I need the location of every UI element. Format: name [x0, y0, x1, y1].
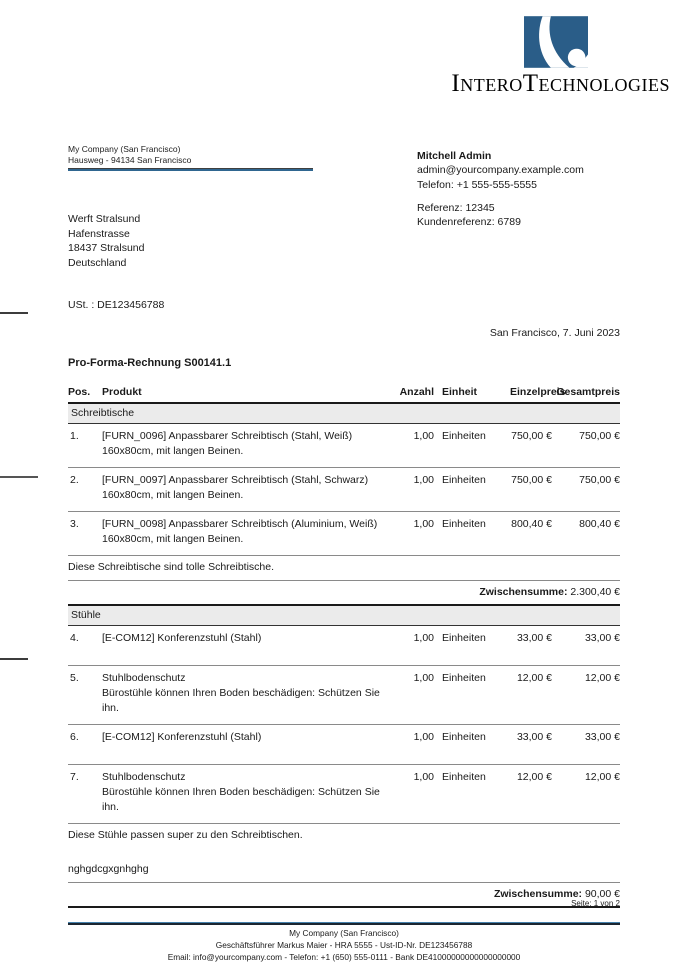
contact-phone: Telefon: +1 555-555-5555: [417, 178, 537, 191]
col-header-unit-price: Einzelpreis: [510, 386, 552, 403]
section-header-row: [68, 605, 620, 626]
cell-pos: 6.: [68, 725, 102, 765]
cell-unit: Einheiten: [434, 725, 510, 765]
footer-company: My Company (San Francisco): [289, 928, 399, 938]
note-text: nghgdcgxgnhghg: [68, 858, 620, 883]
cell-unit-price: 33,00 €: [510, 725, 552, 765]
cell-product: [102, 765, 390, 824]
col-header-pos: Pos.: [68, 386, 102, 403]
cell-product: [102, 424, 390, 468]
cell-pos: 1.: [68, 424, 102, 468]
recipient-address: [68, 212, 144, 270]
product-line2: 160x80cm, mit langen Beinen.: [102, 445, 244, 457]
cell-total: 33,00 €: [552, 725, 620, 765]
page-number: Seite: 1 von 2: [571, 899, 620, 908]
col-header-qty: Anzahl: [390, 386, 434, 403]
company-logo-icon: [524, 16, 588, 68]
section-header-row: [68, 403, 620, 424]
fold-mark-middle: [0, 476, 38, 478]
cell-product: [102, 666, 390, 725]
cell-unit: Einheiten: [434, 424, 510, 468]
cell-product: [102, 626, 390, 666]
table-row: [68, 765, 620, 824]
document-title: Pro-Forma-Rechnung S00141.1: [68, 357, 232, 369]
product-line1: [FURN_0098] Anpassbarer Schreibtisch (Aluminium, Weiß): [102, 518, 378, 530]
subtotal-label: Zwischensumme:: [479, 586, 568, 598]
recipient-name: Werft Stralsund: [68, 213, 141, 225]
product-line2: 160x80cm, mit langen Beinen.: [102, 533, 244, 545]
col-header-product: Produkt: [102, 386, 390, 403]
note-text: Diese Stühle passen super zu den Schreibtischen.: [68, 829, 303, 841]
page-footer: [68, 922, 620, 963]
product-line2: Bürostühle können Ihren Boden beschädigen: Schützen Sie ihn.: [102, 687, 380, 714]
product-line1: [E-COM12] Konferenzstuhl (Stahl): [102, 632, 262, 644]
table-row: [68, 468, 620, 512]
wordmark-intero: Intero: [451, 70, 523, 97]
cell-total: 750,00 €: [552, 424, 620, 468]
table-row: [68, 725, 620, 765]
sender-address: [68, 144, 191, 166]
cell-pos: 7.: [68, 765, 102, 824]
table-row: [68, 512, 620, 556]
note-row: [68, 858, 620, 883]
cell-qty: 1,00: [390, 765, 434, 824]
cell-qty: 1,00: [390, 626, 434, 666]
wordmark-technologies: Technologies: [522, 70, 670, 97]
product-line2: Bürostühle können Ihren Boden beschädigen: Schützen Sie ihn.: [102, 786, 380, 813]
footer-contact: Email: info@yourcompany.com - Telefon: +1 (650) 555-0111 - Bank DE41000000000000000000: [167, 951, 521, 962]
cell-unit: Einheiten: [434, 765, 510, 824]
cell-unit-price: 12,00 €: [510, 666, 552, 725]
sender-line1: My Company (San Francisco): [68, 144, 181, 154]
cell-qty: 1,00: [390, 424, 434, 468]
line-items-table: [68, 386, 620, 908]
cell-product: [102, 468, 390, 512]
cell-product: [102, 512, 390, 556]
contact-block: [417, 149, 584, 229]
cell-qty: 1,00: [390, 512, 434, 556]
footer-divider: [68, 922, 620, 925]
col-header-unit: Einheit: [434, 386, 510, 403]
cell-unit-price: 750,00 €: [510, 424, 552, 468]
note-text: Diese Schreibtische sind tolle Schreibtische.: [68, 556, 620, 581]
table-header-row: [68, 386, 620, 403]
cell-total: 12,00 €: [552, 765, 620, 824]
section-name: Schreibtische: [68, 403, 620, 424]
table-row: [68, 626, 620, 666]
product-line1: [FURN_0096] Anpassbarer Schreibtisch (Stahl, Weiß): [102, 430, 353, 442]
cell-total: 750,00 €: [552, 468, 620, 512]
fold-mark-top: [0, 312, 28, 314]
col-header-total: Gesamtpreis: [552, 386, 620, 403]
cell-unit: Einheiten: [434, 512, 510, 556]
recipient-city: 18437 Stralsund: [68, 242, 145, 255]
vat-number: USt. : DE123456788: [68, 299, 165, 311]
section-name: Stühle: [68, 605, 620, 626]
cell-pos: 5.: [68, 666, 102, 725]
cell-unit-price: 800,40 €: [510, 512, 552, 556]
product-line1: [E-COM12] Konferenzstuhl (Stahl): [102, 731, 262, 743]
cell-pos: 2.: [68, 468, 102, 512]
product-line2: 160x80cm, mit langen Beinen.: [102, 489, 244, 501]
cell-qty: 1,00: [390, 725, 434, 765]
subtotal-cell: Zwischensumme: 90,00 €: [68, 883, 620, 908]
product-line1: Stuhlbodenschutz: [102, 771, 186, 783]
contact-name: Mitchell Admin: [417, 150, 492, 162]
reference: Referenz: 12345: [417, 201, 495, 214]
cell-unit: Einheiten: [434, 666, 510, 725]
fold-mark-bottom: [0, 658, 28, 660]
sender-underline: [68, 168, 313, 171]
recipient-country: Deutschland: [68, 256, 127, 269]
subtotal-cell: Zwischensumme: 2.300,40 €: [68, 581, 620, 606]
cell-unit: Einheiten: [434, 468, 510, 512]
sender-line2: Hausweg - 94134 San Francisco: [68, 155, 192, 165]
subtotal-label: Zwischensumme:: [493, 888, 583, 900]
product-line1: Stuhlbodenschutz: [102, 672, 186, 684]
table-row: [68, 666, 620, 725]
cell-qty: 1,00: [390, 666, 434, 725]
cell-unit-price: 12,00 €: [510, 765, 552, 824]
note-row: [68, 556, 620, 581]
product-line1: [FURN_0097] Anpassbarer Schreibtisch (Stahl, Schwarz): [102, 474, 369, 486]
cell-pos: 4.: [68, 626, 102, 666]
cell-product: [102, 725, 390, 765]
cell-qty: 1,00: [390, 468, 434, 512]
cell-unit-price: 750,00 €: [510, 468, 552, 512]
table-row: [68, 424, 620, 468]
document-date: San Francisco, 7. Juni 2023: [489, 327, 620, 339]
contact-email: admin@yourcompany.example.com: [417, 164, 584, 177]
footer-legal: Geschäftsführer Markus Maier - HRA 5555 - Ust-ID-Nr. DE123456788: [215, 939, 473, 950]
note-row: [68, 824, 620, 859]
company-wordmark: [451, 70, 670, 98]
cell-unit: Einheiten: [434, 626, 510, 666]
customer-reference: Kundenreferenz: 6789: [417, 216, 521, 229]
recipient-street: Hafenstrasse: [68, 227, 130, 240]
cell-total: 12,00 €: [552, 666, 620, 725]
cell-total: 33,00 €: [552, 626, 620, 666]
cell-pos: 3.: [68, 512, 102, 556]
cell-total: 800,40 €: [552, 512, 620, 556]
cell-unit-price: 33,00 €: [510, 626, 552, 666]
subtotal-row: [68, 581, 620, 606]
